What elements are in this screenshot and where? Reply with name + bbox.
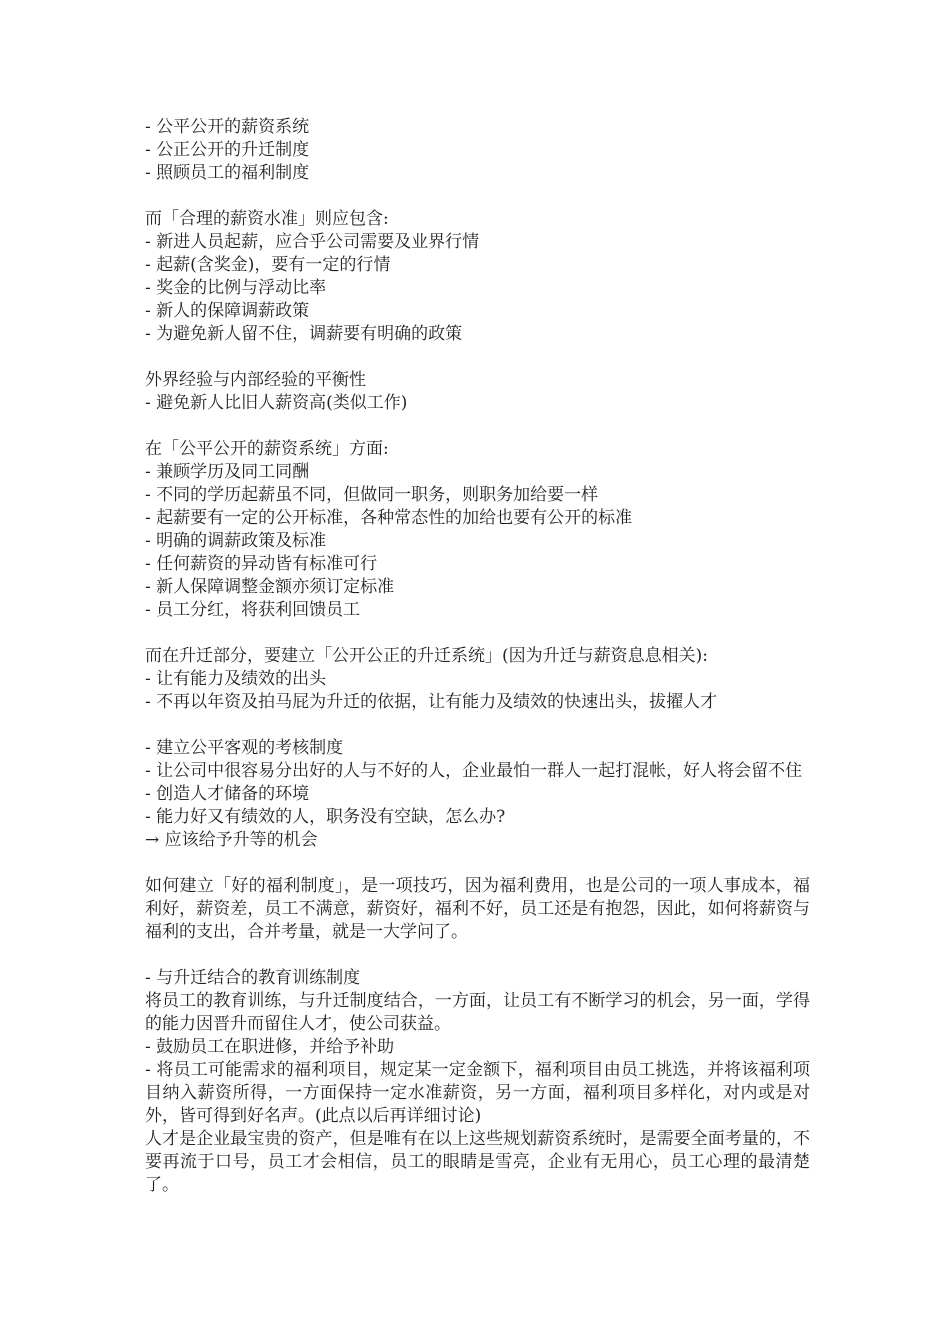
text-line: - 任何薪资的异动皆有标准可行 <box>145 554 378 574</box>
text-line: - 不同的学历起薪虽不同，但做同一职务，则职务加给要一样 <box>145 485 599 505</box>
text-line: - 能力好又有绩效的人，职务没有空缺，怎么办? <box>145 807 506 827</box>
text-line: - 兼顾学历及同工同酬 <box>145 462 310 482</box>
text-paragraph: 如何建立「好的福利制度」，是一项技巧，因为福利费用，也是公司的一项人事成本，福利好，薪资差，员工不满意，薪资好，福利不好，员工还是有抱怨，因此，如何将薪资与福利的支出，合并考量，就是一大学问了。 <box>145 876 810 942</box>
text-line: - 鼓励员工在职进修，并给予补助 <box>145 1037 395 1057</box>
blank-line <box>145 714 810 737</box>
blank-line <box>145 944 810 967</box>
text-line: 外界经验与内部经验的平衡性 <box>145 370 366 390</box>
text-line: - 避免新人比旧人薪资高(类似工作) <box>145 393 408 413</box>
text-line: - 明确的调薪政策及标准 <box>145 531 327 551</box>
text-paragraph: 人才是企业最宝贵的资产，但是唯有在以上这些规划薪资系统时，是需要全面考量的，不要再流于口号，员工才会相信，员工的眼睛是雪亮，企业有无用心，员工心理的最清楚了。 <box>145 1129 810 1195</box>
text-paragraph: - 将员工可能需求的福利项目，规定某一定金额下，福利项目由员工挑选，并将该福利项目纳入薪资所得，一方面保持一定水准薪资，另一方面，福利项目多样化，对内或是对外，皆可得到好名声。(此点以后再详细讨论) <box>145 1060 810 1126</box>
text-line: - 起薪要有一定的公开标准，各种常态性的加给也要有公开的标准 <box>145 508 633 528</box>
text-line: - 不再以年资及拍马屁为升迁的依据，让有能力及绩效的快速出头，拔擢人才 <box>145 692 718 712</box>
text-line: 而「合理的薪资水准」则应包含: <box>145 209 389 229</box>
blank-line <box>145 852 810 875</box>
text-line: 在「公平公开的薪资系统」方面: <box>145 439 389 459</box>
blank-line <box>145 415 810 438</box>
text-paragraph: - 让公司中很容易分出好的人与不好的人，企业最怕一群人一起打混帐，好人将会留不住 <box>145 761 803 781</box>
text-line: → 应该给予升等的机会 <box>145 830 318 850</box>
document-body <box>145 116 810 1197</box>
text-line: - 与升迁结合的教育训练制度 <box>145 968 361 988</box>
text-line: - 员工分红，将获利回馈员工 <box>145 600 361 620</box>
text-paragraph: 将员工的教育训练，与升迁制度结合，一方面，让员工有不断学习的机会，另一面，学得的能力因晋升而留住人才，使公司获益。 <box>145 991 810 1034</box>
text-line: - 公正公开的升迁制度 <box>145 140 310 160</box>
text-line: - 新人保障调整金额亦须订定标准 <box>145 577 395 597</box>
text-line: - 新进人员起薪，应合乎公司需要及业界行情 <box>145 232 480 252</box>
text-line: - 公平公开的薪资系统 <box>145 117 310 137</box>
blank-line <box>145 185 810 208</box>
text-line: - 照顾员工的福利制度 <box>145 163 310 183</box>
text-line: - 建立公平客观的考核制度 <box>145 738 344 758</box>
text-line: - 奖金的比例与浮动比率 <box>145 278 327 298</box>
text-line: 而在升迁部分，要建立「公开公正的升迁系统」(因为升迁与薪资息息相关): <box>145 646 708 666</box>
blank-line <box>145 346 810 369</box>
text-line: - 为避免新人留不住，调薪要有明确的政策 <box>145 324 463 344</box>
text-line: - 起薪(含奖金)，要有一定的行情 <box>145 255 391 275</box>
blank-line <box>145 622 810 645</box>
text-line: - 新人的保障调薪政策 <box>145 301 310 321</box>
text-line: - 让有能力及绩效的出头 <box>145 669 327 689</box>
text-line: - 创造人才储备的环境 <box>145 784 310 804</box>
